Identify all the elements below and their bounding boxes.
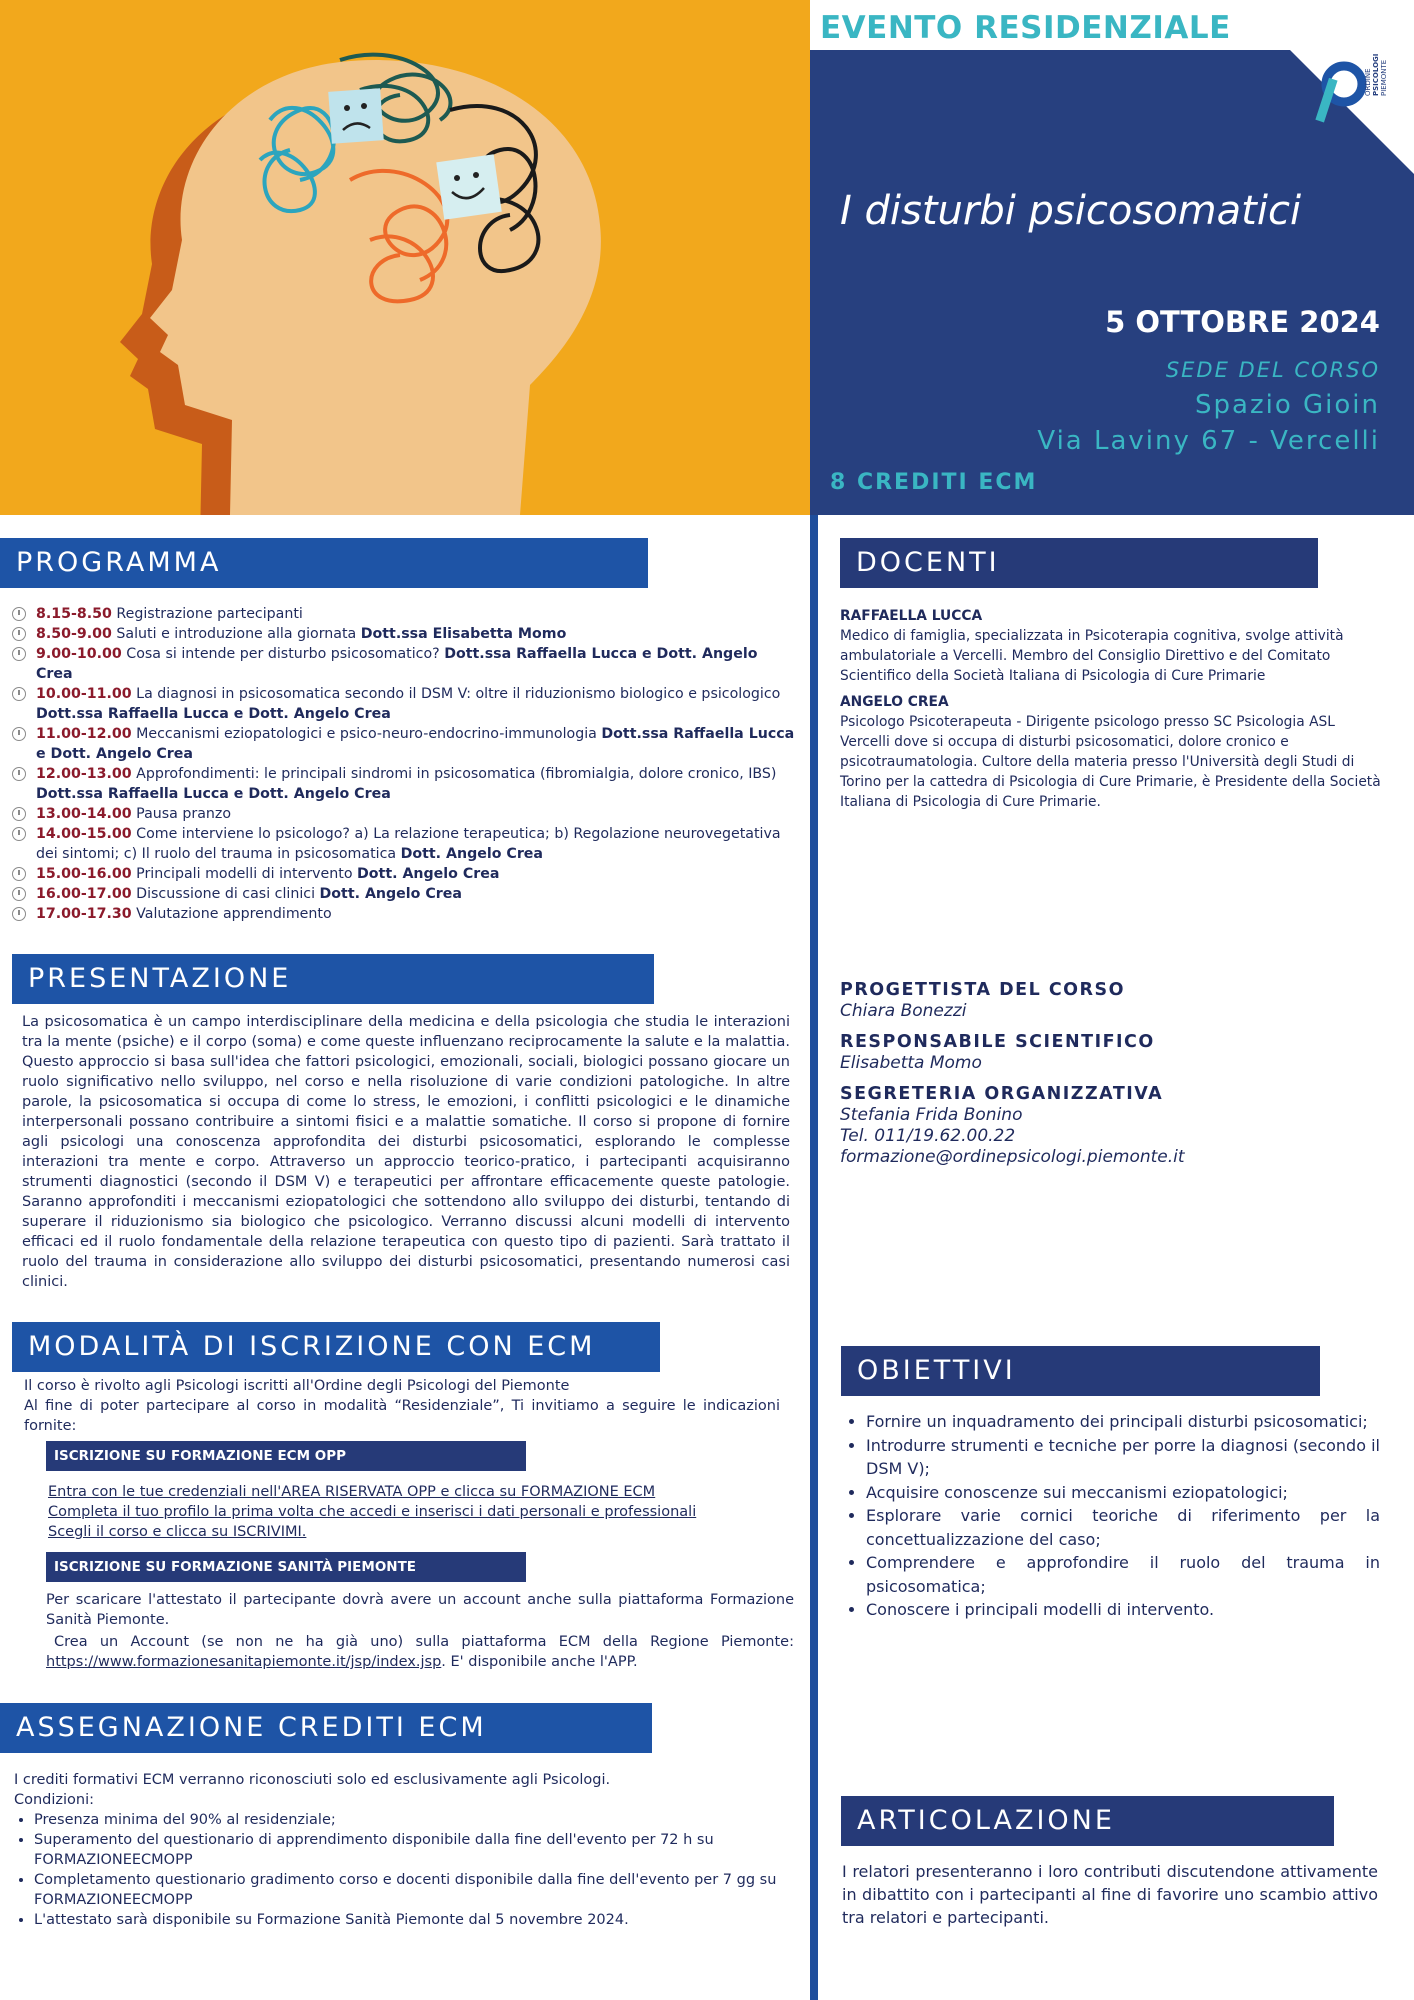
- clock-icon: [12, 687, 26, 701]
- program-text: Come interviene lo psicologo? a) La relazione terapeutica; b) Regolazione neurovegetativa dei sintomi; c) Il ruolo del trauma in psicosomatica: [36, 826, 781, 862]
- program-item: [12, 904, 797, 924]
- program-item: [12, 684, 797, 724]
- clock-icon: [12, 887, 26, 901]
- clock-icon: [12, 767, 26, 781]
- assegnazione-body: [14, 1770, 804, 1930]
- ordine-psicologi-logo: [1310, 38, 1406, 128]
- opp-step-1[interactable]: Entra con le tue credenziali nell'AREA RISERVATA OPP e clicca su FORMAZIONE ECM: [48, 1484, 656, 1500]
- assegnazione-intro: I crediti formativi ECM verranno riconosciuti solo ed esclusivamente agli Psicologi.: [14, 1772, 611, 1788]
- obiettivi-list: [846, 1410, 1380, 1622]
- opp-step-3[interactable]: Scegli il corso e clicca su ISCRIVIMI.: [48, 1524, 307, 1540]
- modalita-intro-1: Il corso è rivolto agli Psicologi iscritti all'Ordine degli Psicologi del Piemonte: [24, 1378, 570, 1394]
- program-speaker: Dott. Angelo Crea: [357, 866, 500, 882]
- program-item: [12, 864, 797, 884]
- segreteria-tel: Tel. 011/19.62.00.22: [840, 1126, 1016, 1146]
- program-time: 8.50-9.00: [36, 626, 112, 642]
- event-date: 5 OTTOBRE 2024: [1105, 305, 1380, 339]
- obiettivo-item: • Conoscere i principali modelli di intervento.: [866, 1598, 1380, 1622]
- event-type: EVENTO RESIDENZIALE: [820, 10, 1231, 46]
- section-assegnazione-header: ASSEGNAZIONE CREDITI ECM: [0, 1703, 652, 1753]
- program-speaker: Dott.ssa Raffaella Lucca e Dott. Angelo Crea: [36, 726, 795, 762]
- program-text: Meccanismi eziopatologici e psico-neuro-endocrino-immunologia: [131, 726, 602, 742]
- ecm-credits: 8 CREDITI ECM: [830, 470, 1038, 495]
- opp-subheader: ISCRIZIONE SU FORMAZIONE ECM OPP: [46, 1441, 526, 1471]
- program-item: [12, 624, 797, 644]
- obiettivo-item: • Fornire un inquadramento dei principali disturbi psicosomatici;: [866, 1410, 1380, 1434]
- opp-step-2: Completa il tuo profilo la prima volta che accedi e inserisci i dati personali e professionali: [48, 1504, 697, 1520]
- docente-name-lucca: RAFFAELLA LUCCA: [840, 608, 983, 624]
- program-text: La diagnosi in psicosomatica secondo il DSM V: oltre il riduzionismo biologico e psicologico: [131, 686, 781, 702]
- clock-icon: [12, 907, 26, 921]
- program-item: [12, 824, 797, 864]
- venue-name: Spazio Gioin: [1195, 390, 1380, 420]
- program-item: [12, 604, 797, 624]
- sanita-text-2b: . E' disponibile anche l'APP.: [441, 1654, 638, 1670]
- docenti-body: [840, 606, 1385, 812]
- clock-icon: [12, 727, 26, 741]
- assegnazione-item: • Completamento questionario gradimento corso e docenti disponibile dalla fine dell'evento per 7 gg su FORMAZIONEECMOPP: [34, 1870, 804, 1910]
- program-time: 12.00-13.00: [36, 766, 132, 782]
- program-list: [12, 604, 797, 924]
- program-text: Cosa si intende per disturbo psicosomatico?: [121, 646, 445, 662]
- obiettivo-item: • Esplorare varie cornici teoriche di riferimento per la concettualizzazione del caso;: [866, 1504, 1380, 1551]
- program-time: 8.15-8.50: [36, 606, 112, 622]
- section-articolazione-header: ARTICOLAZIONE: [841, 1796, 1334, 1846]
- program-speaker: Dott. Angelo Crea: [319, 886, 462, 902]
- venue-address: Via Laviny 67 - Vercelli: [1037, 426, 1380, 456]
- program-text: Registrazione partecipanti: [111, 606, 303, 622]
- program-speaker: Dott.ssa Elisabetta Momo: [360, 626, 567, 642]
- clock-icon: [12, 807, 26, 821]
- assegnazione-item: • L'attestato sarà disponibile su Formazione Sanità Piemonte dal 5 novembre 2024.: [34, 1910, 804, 1930]
- presentazione-text: La psicosomatica è un campo interdisciplinare della medicina e della psicologia che studia le interazioni tra la mente (psiche) e il corpo (soma) e come queste influenzano reciprocamente la salute e la malattia. Questo approccio si basa sull'idea che fattori psicologici, emozionali, sociali, biologici possano giocare un ruolo significativo nello sviluppo, nel corso e nella risoluzione di varie condizioni patologiche. In altre parole, la psicosomatica si occupa di come lo stress, le emozioni, i conflitti psicologici e le dinamiche interpersonali possano contribuire a sintomi fisici e a malattie somatiche. Il corso si propone di fornire agli psicologi una conoscenza approfondita dei disturbi psicosomatici, esplorando le complesse interazioni tra mente e corpo. Attraverso un approccio teorico-pratico, i partecipanti acquisiranno strumenti diagnostici (secondo il DSM V) e terapeutici per affrontare efficacemente queste patologie. Saranno approfonditi i meccanismi eziopatologici che sottendono allo sviluppo dei disturbi, tentando di superare il riduzionismo sia biologico che psicologico. Verranno discussi alcuni modelli di intervento efficaci ed il ruolo fondamentale della relazione terapeutica con questo tipo di pazienti. Sarà trattato il ruolo del trauma in considerazione allo sviluppo dei disturbi psicosomatici, presentando numerosi casi clinici.: [22, 1014, 790, 1290]
- responsabile-name: Elisabetta Momo: [840, 1053, 982, 1073]
- program-speaker: Dott. Angelo Crea: [400, 846, 544, 862]
- program-time: 10.00-11.00: [36, 686, 132, 702]
- modalita-intro-2: Al fine di poter partecipare al corso in modalità “Residenziale”, Ti invitiamo a seguire le indicazioni fornite:: [24, 1398, 780, 1434]
- section-obiettivi-header: OBIETTIVI: [841, 1346, 1320, 1396]
- program-time: 15.00-16.00: [36, 866, 132, 882]
- docente-bio-lucca: Medico di famiglia, specializzata in Psicoterapia cognitiva, svolge attività ambulatoriale a Vercelli. Membro del Consiglio Direttivo e del Comitato Scientifico della Società Italiana di Psicologia di Cure Primarie: [840, 628, 1344, 684]
- logo-text: ORDINE PSICOLOGI PIEMONTE: [1364, 53, 1388, 96]
- program-time: 17.00-17.30: [36, 906, 132, 922]
- program-text: Pausa pranzo: [131, 806, 232, 822]
- program-speaker: Dott.ssa Raffaella Lucca e Dott. Angelo Crea: [36, 786, 391, 802]
- segreteria-email[interactable]: formazione@ordinepsicologi.piemonte.it: [840, 1147, 1185, 1167]
- program-text: Discussione di casi clinici: [131, 886, 320, 902]
- docente-bio-crea: Psicologo Psicoterapeuta - Dirigente psicologo presso SC Psicologia ASL Vercelli dove si occupa di disturbi psicosomatici, dolore cronico e psicotraumatologia. Cultore della materia presso l'Università degli Studi di Torino per la cattedra di Psicologia di Cure Primarie, è Presidente della Società Italiana di Psicologia di Cure Primarie.: [840, 714, 1381, 810]
- program-time: 11.00-12.00: [36, 726, 132, 742]
- program-time: 16.00-17.00: [36, 886, 132, 902]
- assegnazione-condizioni: Condizioni:: [14, 1792, 95, 1808]
- program-time: 14.00-15.00: [36, 826, 132, 842]
- program-item: [12, 644, 797, 684]
- program-text: Saluti e introduzione alla giornata: [111, 626, 361, 642]
- program-speaker: Dott.ssa Raffaella Lucca e Dott. Angelo Crea: [36, 646, 758, 682]
- articolazione-text: I relatori presenteranno i loro contributi discutendone attivamente in dibattito con i partecipanti al fine di favorire uno scambio attivo tra relatori e partecipanti.: [842, 1862, 1378, 1927]
- program-speaker: Dott.ssa Raffaella Lucca e Dott. Angelo Crea: [36, 706, 391, 722]
- logo-icon: [1310, 38, 1406, 128]
- course-title: I disturbi psicosomatici: [840, 188, 1302, 234]
- sanita-link[interactable]: https://www.formazionesanitapiemonte.it/jsp/index.jsp: [46, 1654, 442, 1670]
- assegnazione-list: [14, 1810, 804, 1930]
- program-item: [12, 764, 797, 804]
- venue-label: SEDE DEL CORSO: [1165, 358, 1380, 382]
- responsabile-label: RESPONSABILE SCIENTIFICO: [840, 1032, 1155, 1052]
- sanita-text-2a: Crea un Account (se non ne ha già uno) sulla piattaforma ECM della Regione Piemonte:: [54, 1634, 794, 1650]
- assegnazione-item: • Presenza minima del 90% al residenziale;: [34, 1810, 804, 1830]
- obiettivo-item: • Acquisire conoscenze sui meccanismi eziopatologici;: [866, 1481, 1380, 1505]
- segreteria-name: Stefania Frida Bonino: [840, 1105, 1023, 1125]
- hero-illustration: [0, 0, 810, 515]
- staff-block: [840, 980, 1400, 1168]
- program-time: 13.00-14.00: [36, 806, 132, 822]
- assegnazione-item: • Superamento del questionario di apprendimento disponibile dalla fine dell'evento per 72 h su FORMAZIONEECMOPP: [34, 1830, 804, 1870]
- obiettivo-item: • Introdurre strumenti e tecniche per porre la diagnosi (secondo il DSM V);: [866, 1434, 1380, 1481]
- segreteria-label: SEGRETERIA ORGANIZZATIVA: [840, 1084, 1164, 1104]
- program-text: Approfondimenti: le principali sindromi in psicosomatica (fibromialgia, dolore cronico, IBS): [131, 766, 777, 782]
- sanita-text-1: Per scaricare l'attestato il partecipante dovrà avere un account anche sulla piattaforma Formazione Sanità Piemonte.: [46, 1592, 794, 1628]
- sanita-text-2: [46, 1632, 794, 1672]
- clock-icon: [12, 627, 26, 641]
- obiettivo-item: • Comprendere e approfondire il ruolo del trauma in psicosomatica;: [866, 1551, 1380, 1598]
- program-time: 9.00-10.00: [36, 646, 122, 662]
- progettista-name: Chiara Bonezzi: [840, 1001, 967, 1021]
- program-item: [12, 724, 797, 764]
- section-modalita-header: MODALITÀ DI ISCRIZIONE CON ECM: [12, 1322, 660, 1372]
- program-item: [12, 804, 797, 824]
- clock-icon: [12, 867, 26, 881]
- docente-name-crea: ANGELO CREA: [840, 694, 949, 710]
- progettista-label: PROGETTISTA DEL CORSO: [840, 980, 1126, 1000]
- clock-icon: [12, 827, 26, 841]
- program-item: [12, 884, 797, 904]
- section-programma-header: PROGRAMMA: [0, 538, 648, 588]
- program-text: Valutazione apprendimento: [131, 906, 332, 922]
- sanita-subheader: ISCRIZIONE SU FORMAZIONE SANITÀ PIEMONTE: [46, 1552, 526, 1582]
- clock-icon: [12, 647, 26, 661]
- opp-steps: [48, 1482, 808, 1542]
- head-illustration: [0, 0, 810, 515]
- section-presentazione-header: PRESENTAZIONE: [12, 954, 654, 1004]
- program-text: Principali modelli di intervento: [131, 866, 358, 882]
- section-docenti-header: DOCENTI: [840, 538, 1318, 588]
- clock-icon: [12, 607, 26, 621]
- obiettivi-body: [846, 1410, 1380, 1622]
- column-divider: [810, 515, 818, 2000]
